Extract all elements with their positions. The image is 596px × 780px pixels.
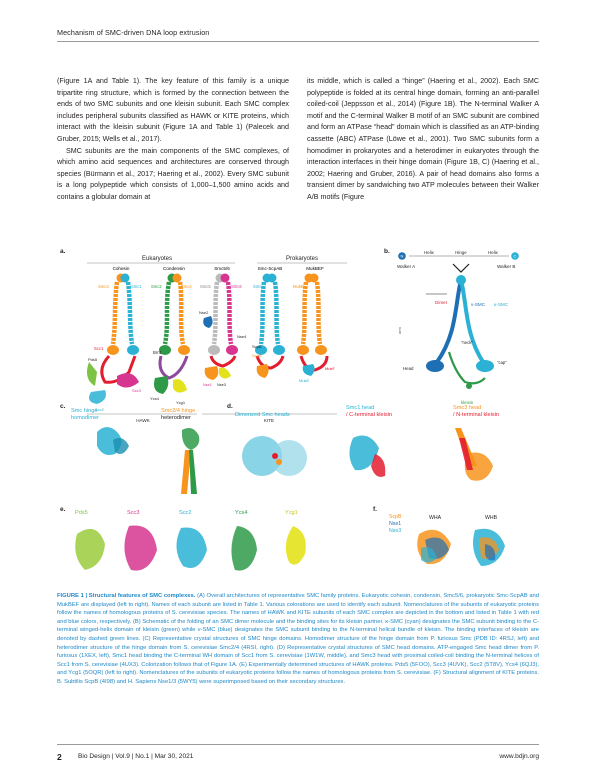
c-heterodimer-line2: heterodimer bbox=[161, 415, 191, 421]
hawk-scc2 bbox=[89, 390, 106, 404]
label-pds5: Pds5 bbox=[88, 357, 98, 362]
e-ycs4: Ycs4 bbox=[235, 510, 248, 516]
b-kappa-smc-arm bbox=[461, 280, 483, 362]
footer-divider bbox=[57, 744, 539, 745]
label-hawk: HAWK bbox=[136, 418, 150, 423]
label-brn1: Brn1 bbox=[153, 350, 162, 355]
panel-label-d: d. bbox=[227, 403, 233, 410]
b-head-left bbox=[426, 360, 444, 372]
b-walker-a: Walker A bbox=[397, 264, 416, 269]
figure-1-graphic bbox=[57, 244, 539, 584]
complex-condensin: Condensin bbox=[163, 266, 185, 271]
header-divider bbox=[57, 41, 539, 42]
complex-smc5-6: Smc5/6 bbox=[214, 266, 230, 271]
b-nu-smc: ν-SMC bbox=[471, 302, 486, 307]
label-ycs4: Ycs4 bbox=[150, 396, 159, 401]
caption-title: FIGURE 1 | Structural features of SMC complexes. bbox=[57, 593, 196, 599]
panel-label-e: e. bbox=[60, 506, 66, 513]
complex-mukbef: MukBEF bbox=[306, 266, 324, 271]
complex-cohesin: Cohesin bbox=[112, 266, 130, 271]
journal-url: www.bdjn.org bbox=[499, 753, 539, 760]
label-scpa: ScpA bbox=[252, 344, 262, 349]
kite-nse1 bbox=[205, 366, 219, 380]
complex-smc-scpab: Smc-ScpAB bbox=[257, 266, 283, 271]
panel-label-a: a. bbox=[60, 248, 66, 255]
b-n-label: N bbox=[400, 253, 404, 259]
c-homodimer-line1: Smc hinge bbox=[71, 408, 98, 414]
b-hinge-domain bbox=[456, 275, 466, 285]
label-kite: KITE bbox=[263, 418, 275, 423]
b-arm: arm bbox=[397, 327, 402, 334]
e-scc3: Scc3 bbox=[127, 510, 140, 516]
label-nse2: Nse2 bbox=[199, 310, 209, 315]
f-whb-structure bbox=[473, 529, 505, 566]
e-scc2: Scc2 bbox=[179, 510, 192, 516]
caption-text: (A) Overall architectures of representative SMC family proteins. Eukaryotic cohesin, condensin, Smc5/6, prokaryotic Smc-ScpAB and MukBEF are displayed (left to right). Names of each subunit are listed in Table 1. Various colorations are used to identify each subunit. Nomenclatures of the subunits of eukaryotic proteins follow the names of homologous proteins of S. cerevisiae species. The names of HAWK and KITE subunits of each SMC complex are depicted in the bottom and listed in Table 1 with red and blue colors, respectively. (B) Schematic of the folding of an SMC dimer molecule and the binding sites for its kleisin partner. κ-SMC (cyan) designates the SMC subunit binding to the C-terminal winged-helix domain of kleisin (green) while ν-SMC (blue) designates the SMC subunit binding to the N-terminal helical bundle of kleisin. The binding interfaces of kleisin are denoted by dashed green lines. (C) Representative crystal structures of SMC hinge domains. Homodimer structure of the hinge domain from P. furiosus Smc (PDB ID: 4RSJ, left) and heterodimer structure of the hinge domain from S. cerevisiae Smc2/4 (4RSI, right). (D) Representative crystal structures of SMC head domains. ATP-engaged Smc head dimer from P. furiosus (1XEX, left), Smc1 head binding the C-terminal WH domain of Scc1 from S. cerevisiae (1W1W, middle), and Smc3 head with proximal coiled-coil binding the N-terminal helices of Scc1 from S. cerevisiae (4UX3). Colorization follows that of Figure 1A. (E) Experimentally determined structures of HAWK proteins. Pds5 (5FOO), Scc3 (4UVK), Scc2 (5T8V), Ycs4 (6QJ3), and Ycg1 (5OQR) (left to right). Nomenclatures of the subunits of eukaryotic proteins follow the names of homologous proteins from S. cerevisiae. (F) Structural alignment of KITE proteins. B. Subtilis ScpB (4I98) and H. Sapiens Nse1/3 (5WY5) were superimposed based on their secondary structures. bbox=[57, 593, 539, 685]
label-smc3: Smc3 bbox=[98, 284, 109, 289]
label-smc6: Smc6 bbox=[231, 284, 242, 289]
e-pds5-structure bbox=[75, 529, 105, 570]
f-nse3: Nse3 bbox=[389, 528, 402, 534]
d-smc3-head-line1: Smc3 head bbox=[453, 405, 482, 411]
kleisin-brn1 bbox=[160, 356, 187, 378]
c-heterodimer-structure bbox=[181, 428, 199, 494]
label-nse3: Nse3 bbox=[217, 383, 226, 387]
d-smc1-head-structure bbox=[349, 436, 385, 477]
panel-label-c: c. bbox=[60, 403, 66, 410]
hawk-ycs4 bbox=[154, 376, 168, 394]
label-smc5: Smc5 bbox=[200, 284, 211, 289]
figure-1 bbox=[57, 244, 539, 584]
journal-info: Bio Design | Vol.9 | No.1 | Mar 30, 2021 bbox=[78, 753, 194, 760]
label-muke: MukE bbox=[299, 378, 310, 383]
b-kleisin-label: kleisin bbox=[461, 400, 474, 405]
label-nse4: Nse4 bbox=[237, 334, 247, 339]
group-eukaryotes: Eukaryotes bbox=[141, 256, 173, 262]
b-c-label: C bbox=[513, 253, 517, 259]
label-smc4: Smc4 bbox=[181, 284, 192, 289]
e-ycg1: Ycg1 bbox=[285, 510, 298, 516]
b-dimer: Dimer bbox=[435, 300, 448, 305]
group-prokaryotes: Prokaryotes bbox=[285, 256, 319, 262]
b-hinge: Hinge bbox=[455, 250, 467, 255]
figure-caption bbox=[57, 592, 539, 687]
f-scpb: ScpB bbox=[389, 514, 402, 520]
body-column-right bbox=[307, 76, 539, 204]
b-helix-left: Helix bbox=[424, 250, 434, 255]
label-nse1: Nse1 bbox=[203, 383, 212, 387]
label-scc1: Scc1 bbox=[94, 346, 104, 351]
b-neck: "neck" bbox=[461, 340, 473, 345]
f-nse1: Nse1 bbox=[389, 521, 402, 527]
c-heterodimer-line1: Smc2/4 hinge bbox=[161, 408, 196, 414]
d-smc1-head-line1: Smc1 head bbox=[346, 405, 375, 411]
b-nu-smc-arm bbox=[437, 280, 461, 362]
b-walker-b: Walker B bbox=[497, 264, 516, 269]
hawk-scc3 bbox=[117, 373, 139, 387]
label-ycg1: Ycg1 bbox=[176, 400, 186, 405]
f-wha: WHA bbox=[429, 515, 442, 521]
d-smc3-head-structure bbox=[455, 428, 493, 481]
d-dimerized-structure bbox=[242, 436, 307, 476]
e-ycg1-structure bbox=[286, 526, 306, 565]
page-number: 2 bbox=[57, 752, 62, 762]
f-wha-structure bbox=[417, 530, 451, 564]
paragraph: its middle, which is called a “hinge” (Haering et al., 2002). Each SMC polypeptide is folded at its central hinge domain, forming an anti-parallel coiled-coil (Jeppsson et al., 2014) (Figure 1B). The N-terminal Walker A motif and the C-terminal Walker B motif of an SMC subunit are combined and form an ATPase “head” domain which is classified as an ATP-binding cassette (ABC) ATPase (Löwe et al., 2001). Two SMC subunits form a homodimer in prokaryotes and a heterodimer in eukaryotes through the interaction interfaces in their hinge domain (Figure 1B, C) (Haering et al., 2002; Haering and Gruber, 2016). A pair of head domains also forms a transient dimer by sandwiching two ATP molecules between their Walker A/B motifs (Figure bbox=[307, 77, 539, 201]
hawk-pds5 bbox=[87, 362, 97, 386]
c-homodimer-line2: homodimer bbox=[71, 415, 99, 421]
b-head: Head bbox=[403, 366, 414, 371]
body-column-left bbox=[57, 76, 289, 204]
label-smc: Smc bbox=[253, 284, 262, 289]
c-homodimer-structure bbox=[97, 427, 129, 455]
kleisin-nse4 bbox=[211, 356, 235, 366]
d-smc1-head-line2: / C-terminal kleisin bbox=[346, 412, 393, 418]
running-title: Mechanism of SMC-driven DNA loop extrusion bbox=[57, 28, 210, 37]
panel-label-b: b. bbox=[384, 248, 390, 255]
paragraph: (Figure 1A and Table 1). The key feature of this family is a unique tripartite ring structure, which is formed by the connection between the ends of two SMC subunits and one kleisin subunit. Each SMC complex includes peripheral subunits classified as HAWK or KITE proteins, which interact with the kleisin subunit (Figure 1A and Table 1) (Palecek and Gruber, 2015; Wells et al., 2017). bbox=[57, 77, 289, 143]
label-scc2: Scc2 bbox=[95, 407, 104, 412]
label-scc3: Scc3 bbox=[132, 388, 141, 393]
e-scc3-structure bbox=[124, 526, 157, 571]
hawk-ycg1 bbox=[173, 379, 187, 392]
b-kappa-smc: κ-SMC bbox=[494, 302, 509, 307]
paragraph: SMC subunits are the main components of the SMC complexes, of which amino acid sequences and architectures are conserved through species (Bürmann et al., 2017; Haering et al., 2002). Every SMC subunit is a long polypeptide which consists of 1,000–1,500 amino acids and contains a globular domain at bbox=[57, 146, 289, 201]
d-dimerized: Dimerized Smc heads bbox=[235, 412, 290, 418]
b-cap: "cap" bbox=[497, 360, 507, 365]
b-fold-arrow bbox=[453, 264, 469, 272]
f-whb: WHB bbox=[485, 515, 498, 521]
kite-nse3 bbox=[219, 368, 231, 379]
e-scc2-structure bbox=[176, 527, 207, 568]
label-mukf: MukF bbox=[325, 366, 335, 371]
e-pds5: Pds5 bbox=[75, 510, 88, 516]
kite-muke bbox=[303, 364, 315, 376]
b-helix-right: Helix bbox=[488, 250, 498, 255]
b-head-right bbox=[476, 360, 494, 372]
label-scpb: ScpB bbox=[252, 353, 262, 358]
e-ycs4-structure bbox=[231, 526, 257, 571]
label-smc2: Smc2 bbox=[151, 284, 162, 289]
label-smc1: Smc1 bbox=[131, 284, 142, 289]
b-kleisin-c bbox=[466, 383, 472, 389]
panel-label-f: f. bbox=[373, 506, 377, 513]
d-smc3-head-line2: / N-terminal kleisin bbox=[453, 412, 500, 418]
kite-scpb bbox=[257, 364, 269, 378]
label-mukb: MukB bbox=[293, 284, 304, 289]
kite-nse2 bbox=[203, 316, 212, 328]
